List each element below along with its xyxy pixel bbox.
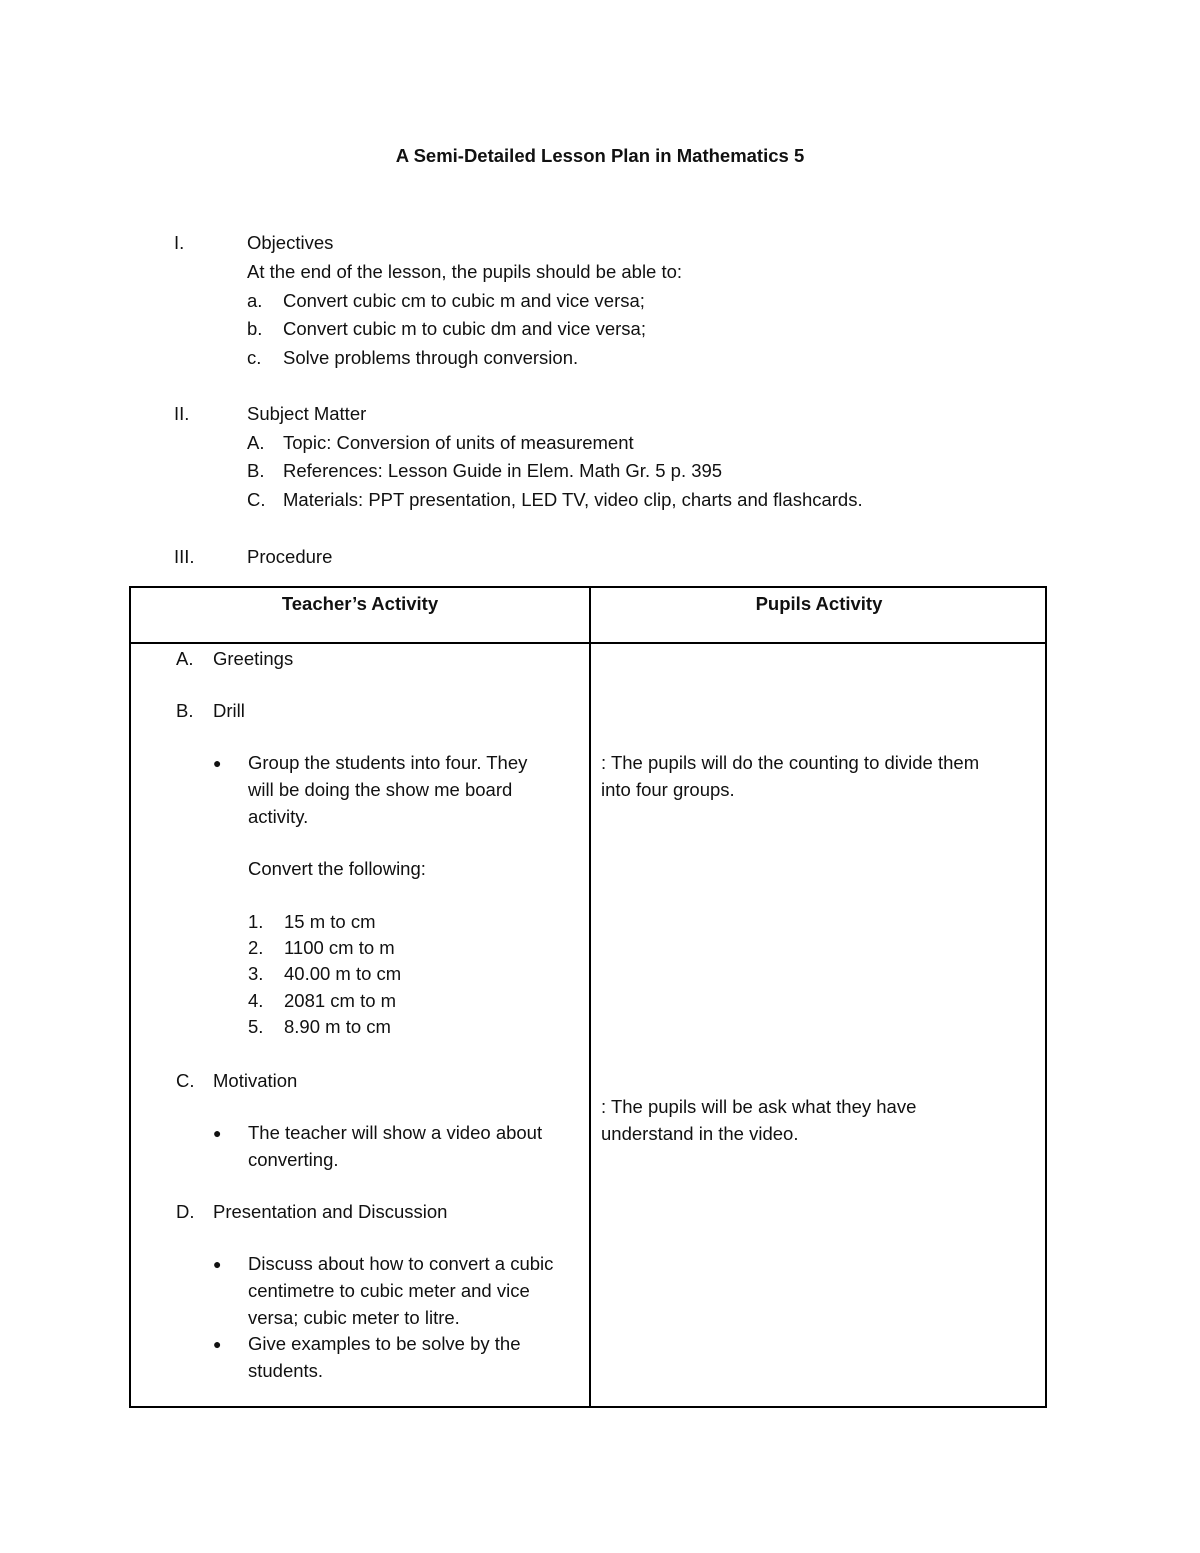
step-marker: B. (176, 700, 194, 721)
presentation-bullet-line: students. (248, 1360, 324, 1381)
drill-convert-label: Convert the following: (248, 858, 426, 879)
drill-item-marker: 1. (248, 911, 264, 932)
pupil-activity-line: understand in the video. (601, 1123, 799, 1144)
drill-item-marker: 3. (248, 963, 264, 984)
subject-marker: C. (247, 489, 266, 510)
objective-marker: b. (247, 318, 263, 339)
procedure-table (129, 586, 1047, 1408)
drill-item-marker: 5. (248, 1016, 264, 1037)
motivation-bullet-line: The teacher will show a video about (248, 1122, 543, 1143)
drill-bullet-line: Group the students into four. They (248, 752, 528, 773)
subject-item: Materials: PPT presentation, LED TV, video clip, charts and flashcards. (283, 489, 863, 510)
pupil-activity-line: into four groups. (601, 779, 735, 800)
step-marker: D. (176, 1201, 195, 1222)
presentation-bullet-line: centimetre to cubic meter and vice (248, 1280, 530, 1301)
section-numeral-objectives: I. (174, 232, 185, 253)
section-numeral-procedure: III. (174, 546, 195, 567)
drill-bullet-line: activity. (248, 806, 309, 827)
step-greetings: Greetings (213, 648, 294, 669)
table-header-pupils: Pupils Activity (755, 593, 883, 614)
subject-item: Topic: Conversion of units of measurement (283, 432, 634, 453)
step-motivation: Motivation (213, 1070, 298, 1091)
presentation-bullet-line: Discuss about how to convert a cubic (248, 1253, 554, 1274)
subject-item: References: Lesson Guide in Elem. Math Gr. 5 p. 395 (283, 460, 723, 481)
presentation-bullet-line: versa; cubic meter to litre. (248, 1307, 460, 1328)
step-marker: A. (176, 648, 194, 669)
objective-item: Convert cubic cm to cubic m and vice versa; (283, 290, 645, 311)
motivation-bullet-line: converting. (248, 1149, 339, 1170)
pupil-activity-line: : The pupils will do the counting to divide them (601, 752, 980, 773)
table-column-divider (589, 588, 591, 1406)
bullet-icon: ● (213, 1125, 222, 1141)
drill-item: 1100 cm to m (284, 937, 395, 958)
drill-item: 15 m to cm (284, 911, 376, 932)
objective-item: Solve problems through conversion. (283, 347, 579, 368)
drill-item: 2081 cm to m (284, 990, 397, 1011)
page-title: A Semi-Detailed Lesson Plan in Mathematics 5 (395, 145, 805, 166)
step-presentation: Presentation and Discussion (213, 1201, 448, 1222)
objective-item: Convert cubic m to cubic dm and vice versa; (283, 318, 646, 339)
drill-item: 8.90 m to cm (284, 1016, 391, 1037)
bullet-icon: ● (213, 1336, 222, 1352)
bullet-icon: ● (213, 755, 222, 771)
section-heading-objectives: Objectives (247, 232, 334, 253)
drill-bullet-line: will be doing the show me board (248, 779, 513, 800)
step-marker: C. (176, 1070, 195, 1091)
drill-item-marker: 2. (248, 937, 264, 958)
section-heading-procedure: Procedure (247, 546, 333, 567)
section-numeral-subject-matter: II. (174, 403, 190, 424)
objective-marker: c. (247, 347, 262, 368)
drill-item-marker: 4. (248, 990, 264, 1011)
presentation-bullet-line: Give examples to be solve by the (248, 1333, 521, 1354)
pupil-activity-line: : The pupils will be ask what they have (601, 1096, 917, 1117)
drill-item: 40.00 m to cm (284, 963, 402, 984)
subject-marker: B. (247, 460, 265, 481)
subject-marker: A. (247, 432, 265, 453)
section-heading-subject-matter: Subject Matter (247, 403, 367, 424)
objective-marker: a. (247, 290, 263, 311)
bullet-icon: ● (213, 1256, 222, 1272)
table-header-teacher: Teacher’s Activity (281, 593, 439, 614)
table-header-divider (131, 642, 1045, 644)
step-drill: Drill (213, 700, 245, 721)
objectives-intro: At the end of the lesson, the pupils should be able to: (247, 261, 683, 282)
